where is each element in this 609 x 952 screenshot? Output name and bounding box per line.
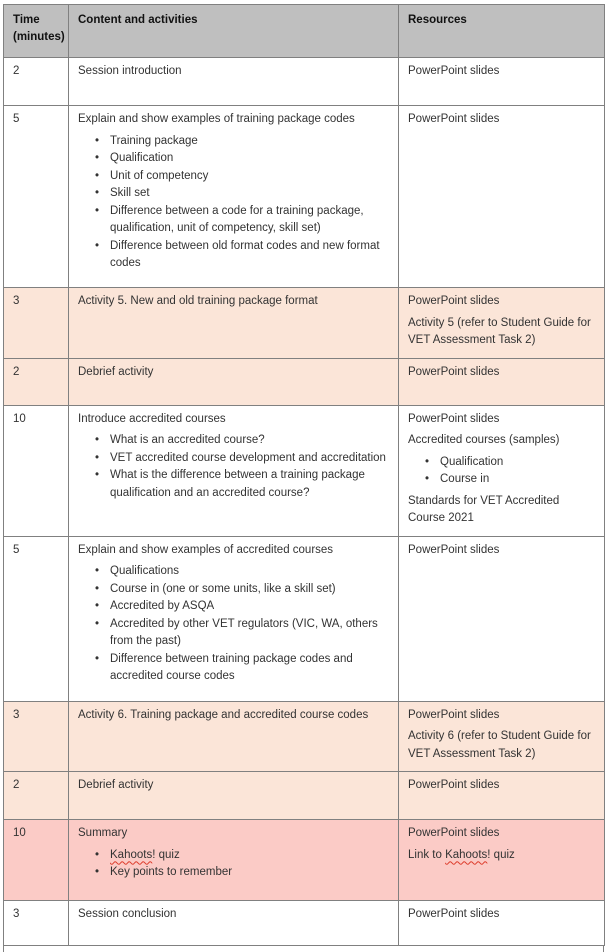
bullet-item: • Accredited by other VET regulators (VIC, WA, others from the past) (110, 616, 392, 651)
paragraph: Link to Kahoots! quiz (408, 848, 515, 861)
table-row (4, 288, 605, 359)
resources-cell (399, 536, 605, 701)
bullet-item: • VET accredited course development and accreditation (110, 450, 392, 468)
bullet-item: • Key points to remember (110, 864, 392, 882)
content-cell (69, 358, 399, 405)
paragraph: Session conclusion (78, 908, 177, 920)
table-row (4, 820, 605, 901)
table-row (4, 536, 605, 701)
paragraph: PowerPoint slides (408, 708, 500, 721)
content-cell (69, 536, 399, 701)
paragraph: Session introduction (78, 65, 182, 77)
bullet-list (408, 454, 598, 489)
paragraph: PowerPoint slides (408, 779, 500, 791)
time-cell: 5 (4, 106, 69, 288)
bullet-list (78, 133, 392, 273)
resources-cell (399, 820, 605, 901)
bullet-list (78, 432, 392, 502)
paragraph: Standards for VET Accredited Course 2021 (408, 494, 560, 524)
paragraph: PowerPoint slides (408, 365, 500, 378)
content-cell (69, 701, 399, 772)
paragraph: PowerPoint slides (408, 113, 500, 125)
time-cell: 3 (4, 288, 69, 359)
bullet-item: • Kahoots! quiz (110, 847, 392, 865)
table-row (4, 358, 605, 405)
content-cell (69, 820, 399, 901)
header-content: Content and activities (69, 5, 399, 58)
time-cell: 3 (4, 701, 69, 772)
content-cell (69, 772, 399, 820)
bullet-item: • Skill set (110, 185, 392, 203)
time-cell: 3 (4, 901, 69, 946)
resources-cell (399, 58, 605, 106)
paragraph: PowerPoint slides (408, 908, 500, 920)
bullet-item: • Course in (440, 471, 598, 489)
header-row (4, 5, 605, 58)
bullet-item: • Qualification (440, 454, 598, 472)
time-cell: 10 (4, 820, 69, 901)
time-cell: 2 (4, 772, 69, 820)
resources-cell (399, 358, 605, 405)
resources-cell (399, 772, 605, 820)
paragraph: Explain and show examples of accredited courses (78, 543, 334, 556)
bullet-item: • What is an accredited course? (110, 432, 392, 450)
table-row (4, 106, 605, 288)
session-plan-document (3, 4, 605, 952)
bullet-item: • Qualifications (110, 563, 392, 581)
table-row (4, 772, 605, 820)
header-resources: Resources (399, 5, 605, 58)
bullet-item: • Course in (one or some units, like a skill set) (110, 581, 392, 599)
paragraph: Activity 6 (refer to Student Guide for VET Assessment Task 2) (408, 730, 591, 760)
paragraph: PowerPoint slides (408, 827, 500, 839)
paragraph: Introduce accredited courses (78, 412, 226, 425)
table-row (4, 58, 605, 106)
paragraph: Summary (78, 827, 128, 839)
resources-cell (399, 901, 605, 946)
misspelled-word: Kahoots (445, 848, 488, 861)
paragraph: Debrief activity (78, 779, 154, 791)
time-cell: 5 (4, 536, 69, 701)
table-header (4, 5, 605, 58)
content-cell (69, 901, 399, 946)
paragraph: Activity 5 (refer to Student Guide for VET Assessment Task 2) (408, 316, 591, 346)
bullet-item: • Difference between old format codes and new format codes (110, 238, 392, 273)
content-cell (69, 405, 399, 536)
content-cell (69, 58, 399, 106)
partial-row (3, 946, 604, 952)
content-cell (69, 106, 399, 288)
content-cell (69, 288, 399, 359)
paragraph: PowerPoint slides (408, 65, 500, 77)
paragraph: Activity 6. Training package and accredited course codes (78, 708, 369, 721)
paragraph: Explain and show examples of training package codes (78, 113, 355, 125)
bullet-item: • Qualification (110, 150, 392, 168)
resources-cell (399, 288, 605, 359)
bullet-item: • Training package (110, 133, 392, 151)
time-cell: 10 (4, 405, 69, 536)
bullet-list (78, 563, 392, 686)
resources-cell (399, 701, 605, 772)
misspelled-word: Kahoots (110, 848, 153, 861)
paragraph: Debrief activity (78, 365, 154, 378)
session-plan-table (3, 4, 605, 946)
bullet-list (78, 847, 392, 882)
header-time: Time (minutes) (4, 5, 69, 58)
resources-cell (399, 106, 605, 288)
paragraph: PowerPoint slides (408, 543, 500, 556)
bullet-item: • Difference between a code for a training package, qualification, unit of competency, skill set) (110, 203, 392, 238)
bullet-item: • Accredited by ASQA (110, 598, 392, 616)
paragraph: PowerPoint slides (408, 412, 500, 425)
table-row (4, 405, 605, 536)
time-cell: 2 (4, 58, 69, 106)
bullet-item: • What is the difference between a training package qualification and an accredited course? (110, 467, 392, 502)
bullet-item: • Difference between training package codes and accredited course codes (110, 651, 392, 686)
paragraph: PowerPoint slides (408, 295, 500, 307)
resources-cell (399, 405, 605, 536)
table-body (4, 58, 605, 946)
table-row (4, 701, 605, 772)
paragraph: Accredited courses (samples) (408, 434, 560, 446)
time-cell: 2 (4, 358, 69, 405)
table-row (4, 901, 605, 946)
bullet-item: • Unit of competency (110, 168, 392, 186)
paragraph: Activity 5. New and old training package format (78, 295, 318, 307)
